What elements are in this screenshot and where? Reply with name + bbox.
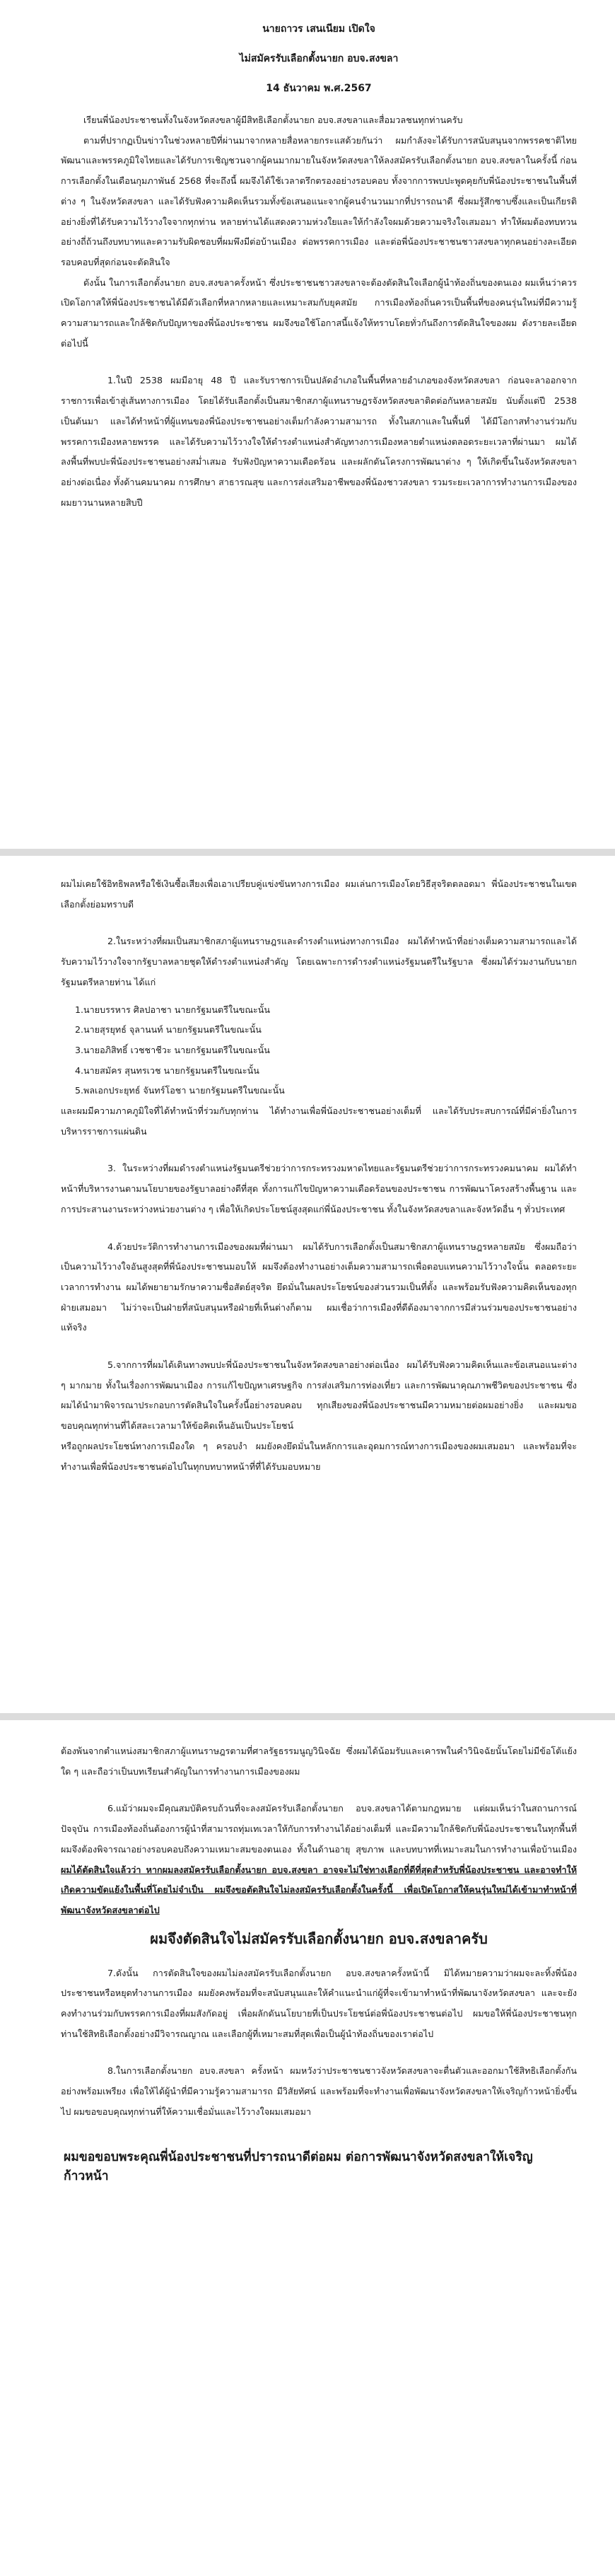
prime-minister-list-item: 3.นายอภิสิทธิ์ เวชชาชีวะ นายกรัฐมนตรีในขณะนั้น: [75, 1044, 270, 1055]
prime-minister-list-item: 4.นายสมัคร สุนทรเวช นายกรัฐมนตรีในขณะนั้น: [75, 1064, 259, 1076]
item-6-emphasis: ผมได้ตัดสินใจแล้วว่า หากผมลงสมัครรับเลือกตั้งนายก อบจ.สงขลา อาจจะไม่ใช่ทางเลือกที่ดีที่สุดสำหรับพี่น้องประชาชน และอาจทำให้เกิดความขัดแย้งในพื้นที่โดยไม่จำเป็น ผมจึงขอตัดสินใจไม่ลงสมัครรับเลือกตั้งในครั้งนี้ เพื่อเปิดโอกาสให้คนรุ่นใหม่ได้เข้ามาทำหน้าที่พัฒนาจังหวัดสงขลาต่อไป: [61, 1864, 577, 1915]
prime-minister-list-item: 2.นายสุรยุทธ์ จุลานนท์ นายกรัฐมนตรีในขณะนั้น: [75, 1024, 262, 1035]
item-6-text: 6.แม้ว่าผมจะมีคุณสมบัติครบถ้วนที่จะลงสมัครรับเลือกตั้งนายก อบจ.สงขลาได้ตามกฎหมาย แต่ผมเห็นว่าในสถานการณ์ปัจจุบัน การเมืองท้องถิ่นต้องการผู้นำที่สามารถทุ่มเทเวลาให้กับการทำงานได้อย่างเต็มที่ และมีความใกล้ชิดกับพี่น้องประชาชนในทุกพื้นที่ ผมจึงต้องพิจารณาอย่างรอบคอบถึงความเหมาะสมของตนเอง ทั้งในด้านอายุ สุขภาพ และบทบาทที่เหมาะสมในการทำงานเพื่อบ้านเมือง: [61, 1803, 577, 1855]
prime-minister-list-item: 1.นายบรรหาร ศิลปอาชา นายกรัฐมนตรีในขณะนั้น: [75, 1004, 270, 1015]
document-page-1: [0, 0, 615, 849]
paragraph-intro: ตามที่ปรากฏเป็นข่าวในช่วงหลายปีที่ผ่านมาจากหลายสื่อหลายกระแสด้วยกันว่า ผมกำลังจะได้รับการสนับสนุนจากพรรคชาติไทยพัฒนาและพรรคภูมิใจไทยและได้รับการเชิญชวนจากผู้คนมากมายในจังหวัดสงขลาให้ลงสมัครรับเลือกตั้งนายก อบจ.สงขลาในครั้งนี้ ก่อนการเลือกตั้งในเดือนกุมภาพันธ์ 2568 ที่จะถึงนี้ ผมจึงได้ใช้เวลาตรึกตรองอย่างรอบคอบ ทั้งจากการพบปะพูดคุยกับพี่น้องประชาชนในพื้นที่ต่าง ๆ ในจังหวัดสงขลา และได้รับฟังความคิดเห็นรวมทั้งข้อเสนอแนะจากผู้คนจำนวนมากที่ปรารถนาดี ซึ่งผมรู้สึกซาบซึ้งและเป็นเกียรติอย่างยิ่งที่ได้รับความไว้วางใจจากทุกท่าน หลายท่านได้แสดงความห่วงใยและให้กำลังใจผมด้วยความจริงใจเสมอมา ทำให้ผมต้องทบทวนอย่างถี่ถ้วนถึงบทบาทและความรับผิดชอบที่ผมพึงมีต่อบ้านเมือง ต่อพรรคการเมือง และต่อพี่น้องประชาชนชาวสงขลาทุกคนอย่างละเอียดรอบคอบที่สุดก่อนจะตัดสินใจ: [61, 134, 577, 267]
salutation: เรียนพี่น้องประชาชนทั้งในจังหวัดสงขลาผู้มีสิทธิเลือกตั้งนายก อบจ.สงขลาและสื่อมวลชนทุกท่านครับ: [83, 115, 463, 125]
decision-heading: ผมจึงตัดสินใจไม่สมัครรับเลือกตั้งนายก อบจ.สงขลาครับ: [150, 1930, 488, 1947]
closing-statement: ผมขอขอบพระคุณพี่น้องประชาชนที่ปรารถนาดีต่อผม ต่อการพัฒนาจังหวัดสงขลาให้เจริญก้าวหน้า: [64, 2149, 533, 2183]
list-after-text: และผมมีความภาคภูมิใจที่ได้ทำหน้าที่ร่วมกับทุกท่าน ได้ทำงานเพื่อพี่น้องประชาชนอย่างเต็มที่ และได้รับประสบการณ์ที่มีค่ายิ่งในการบริหารราชการแผ่นดิน: [61, 1106, 577, 1137]
paragraph-continued: ผมไม่เคยใช้อิทธิพลหรือใช้เงินซื้อเสียงเพื่อเอาเปรียบคู่แข่งขันทางการเมือง ผมเล่นการเมืองโดยวิธีสุจริตตลอดมา พี่น้องประชาชนในเขตเลือกตั้งย่อมทราบดี: [61, 878, 577, 910]
item-4: 4.ด้วยประวัติการทำงานการเมืองของผมที่ผ่านมา ผมได้รับการเลือกตั้งเป็นสมาชิกสภาผู้แทนราษฎรหลายสมัย ซึ่งผมถือว่าเป็นความไว้วางใจอันสูงสุดที่พี่น้องประชาชนมอบให้ ผมจึงต้องทำงานอย่างเต็มความสามารถเพื่อตอบแทนความไว้วางใจนั้น ตลอดระยะเวลาการทำงาน ผมได้พยายามรักษาความซื่อสัตย์สุจริต ยึดมั่นในผลประโยชน์ของส่วนรวมเป็นที่ตั้ง และพร้อมรับฟังความคิดเห็นของทุกฝ่ายเสมอมา ไม่ว่าจะเป็นฝ่ายที่สนับสนุนหรือฝ่ายที่เห็นต่างก็ตาม ผมเชื่อว่าการเมืองที่ดีต้องมาจากการมีส่วนร่วมของประชาชนอย่างแท้จริง: [61, 1241, 577, 1333]
item-5: 5.จากการที่ผมได้เดินทางพบปะพี่น้องประชาชนในจังหวัดสงขลาอย่างต่อเนื่อง ผมได้รับฟังความคิดเห็นและข้อเสนอแนะต่าง ๆ มากมาย ทั้งในเรื่องการพัฒนาเมือง การแก้ไขปัญหาเศรษฐกิจ การส่งเสริมการท่องเที่ยว และการพัฒนาคุณภาพชีวิตของประชาชน ซึ่งผมได้นำมาพิจารณาประกอบการตัดสินใจในครั้งนี้อย่างรอบคอบ ทุกเสียงของพี่น้องประชาชนมีความหมายต่อผมอย่างยิ่ง และผมขอขอบคุณทุกท่านที่ได้สละเวลามาให้ข้อคิดเห็นอันเป็นประโยชน์: [61, 1359, 577, 1432]
document-page-2: [0, 856, 615, 1713]
item-7: 7.ดังนั้น การตัดสินใจของผมไม่ลงสมัครรับเลือกตั้งนายก อบจ.สงขลาครั้งหน้านี้ มิได้หมายความว่าผมจะละทิ้งพี่น้องประชาชนหรือหยุดทำงานการเมือง ผมยังคงพร้อมที่จะสนับสนุนและให้คำแนะนำแก่ผู้ที่จะเข้ามาทำหน้าที่พัฒนาจังหวัดสงขลา และจะยังคงทำงานร่วมกับพรรคการเมืองที่ผมสังกัดอยู่ เพื่อผลักดันนโยบายที่เป็นประโยชน์ต่อพี่น้องประชาชนต่อไป ผมขอให้พี่น้องประชาชนทุกท่านใช้สิทธิเลือกตั้งอย่างมีวิจารณญาณ และเลือกผู้ที่เหมาะสมที่สุดเพื่อเป็นผู้นำท้องถิ่นของเราต่อไป: [61, 1967, 577, 2039]
item-8: 8.ในการเลือกตั้งนายก อบจ.สงขลา ครั้งหน้า ผมหวังว่าประชาชนชาวจังหวัดสงขลาจะตื่นตัวและออกมาใช้สิทธิเลือกตั้งกันอย่างพร้อมเพรียง เพื่อให้ได้ผู้นำที่มีความรู้ความสามารถ มีวิสัยทัศน์ และพร้อมที่จะทำงานเพื่อพัฒนาจังหวัดสงขลาให้เจริญก้าวหน้ายิ่งขึ้นไป ผมขอขอบคุณทุกท่านที่ให้ความเชื่อมั่นและไว้วางใจผมเสมอมา: [61, 2065, 577, 2117]
statement-title: ไม่สมัครรับเลือกตั้งนายก อบจ.สงขลา: [239, 53, 399, 64]
item-5-continued: หรือถูกผลประโยชน์ทางการเมืองใด ๆ ครอบงำ ผมยังคงยึดมั่นในหลักการและอุดมการณ์ทางการเมืองของผมเสมอมา และพร้อมที่จะทำงานเพื่อพี่น้องประชาชนต่อไปในทุกบทบาทหน้าที่ที่ได้รับมอบหมาย: [61, 1440, 577, 1472]
item-6: [61, 1799, 577, 1920]
paragraph-decision-context: ดังนั้น ในการเลือกตั้งนายก อบจ.สงขลาครั้งหน้า ซึ่งประชาชนชาวสงขลาจะต้องตัดสินใจเลือกผู้นำท้องถิ่นของตนเอง ผมเห็นว่าควรเปิดโอกาสให้พี่น้องประชาชนได้มีตัวเลือกที่หลากหลายและเหมาะสมกับยุคสมัย การเมืองท้องถิ่นควรเป็นพื้นที่ของคนรุ่นใหม่ที่มีความรู้ความสามารถและใกล้ชิดกับปัญหาของพี่น้องประชาชน ผมจึงขอใช้โอกาสนี้แจ้งให้ทราบโดยทั่วกันถึงการตัดสินใจของผม ดังรายละเอียดต่อไปนี้: [61, 277, 577, 349]
item-3: 3. ในระหว่างที่ผมดำรงตำแหน่งรัฐมนตรีช่วยว่าการกระทรวงมหาดไทยและรัฐมนตรีช่วยว่าการกระทรวงคมนาคม ผมได้ทำหน้าที่บริหารงานตามนโยบายของรัฐบาลอย่างดีที่สุด ทั้งการแก้ไขปัญหาความเดือดร้อนของประชาชน การพัฒนาโครงสร้างพื้นฐาน และการประสานงานระหว่างหน่วยงานต่าง ๆ เพื่อให้เกิดประโยชน์สูงสุดแก่พี่น้องประชาชน ทั้งในจังหวัดสงขลาและจังหวัดอื่น ๆ ทั่วประเทศ: [61, 1163, 577, 1214]
prime-minister-list-item: 5.พลเอกประยุทธ์ จันทร์โอชา นายกรัฐมนตรีในขณะนั้น: [75, 1085, 285, 1096]
paragraph-continued: ต้องพ้นจากตำแหน่งสมาชิกสภาผู้แทนราษฎรตามที่ศาลรัฐธรรมนูญวินิจฉัย ซึ่งผมได้น้อมรับและเคารพในคำวินิจฉัยนั้นโดยไม่มีข้อโต้แย้งใด ๆ และถือว่าเป็นบทเรียนสำคัญในการทำงานการเมืองของผม: [61, 1746, 577, 1777]
item-1: 1.ในปี 2538 ผมมีอายุ 48 ปี และรับราชการเป็นปลัดอำเภอในพื้นที่หลายอำเภอของจังหวัดสงขลา ก่อนจะลาออกจากราชการเพื่อเข้าสู่เส้นทางการเมือง โดยได้รับเลือกตั้งเป็นสมาชิกสภาผู้แทนราษฎรจังหวัดสงขลาติดต่อกันหลายสมัย นับตั้งแต่ปี 2538 เป็นต้นมา และได้ทำหน้าที่ผู้แทนของพี่น้องประชาชนอย่างเต็มกำลังความสามารถ ทั้งในสภาและในพื้นที่ ได้มีโอกาสทำงานร่วมกับพรรคการเมืองหลายพรรค และได้รับความไว้วางใจให้ดำรงตำแหน่งสำคัญทางการเมืองหลายตำแหน่งตลอดระยะเวลาที่ผ่านมา ผมได้ลงพื้นที่พบปะพี่น้องประชาชนอย่างสม่ำเสมอ รับฟังปัญหาความเดือดร้อน และผลักดันโครงการพัฒนาต่าง ๆ ให้เกิดขึ้นในจังหวัดสงขลาอย่างต่อเนื่อง ทั้งด้านคมนาคม การศึกษา สาธารณสุข และการส่งเสริมอาชีพของพี่น้องชาวสงขลา รวมระยะเวลาการทำงานการเมืองของผมยาวนานหลายสิบปี: [61, 375, 577, 508]
item-2-intro: 2.ในระหว่างที่ผมเป็นสมาชิกสภาผู้แทนราษฎรและดำรงตำแหน่งทางการเมือง ผมได้ทำหน้าที่อย่างเต็มความสามารถและได้รับความไว้วางใจจากรัฐบาลหลายชุดให้ดำรงตำแหน่งสำคัญ โดยเฉพาะการดำรงตำแหน่งรัฐมนตรีในรัฐบาล ซึ่งผมได้ร่วมงานกับนายกรัฐมนตรีหลายท่าน ได้แก่: [61, 936, 577, 987]
statement-date: 14 ธันวาคม พ.ศ.2567: [266, 83, 372, 94]
document-page-3: [0, 1720, 615, 2576]
statement-author-line: นายถาวร เสนเนียม เปิดใจ: [262, 23, 375, 35]
